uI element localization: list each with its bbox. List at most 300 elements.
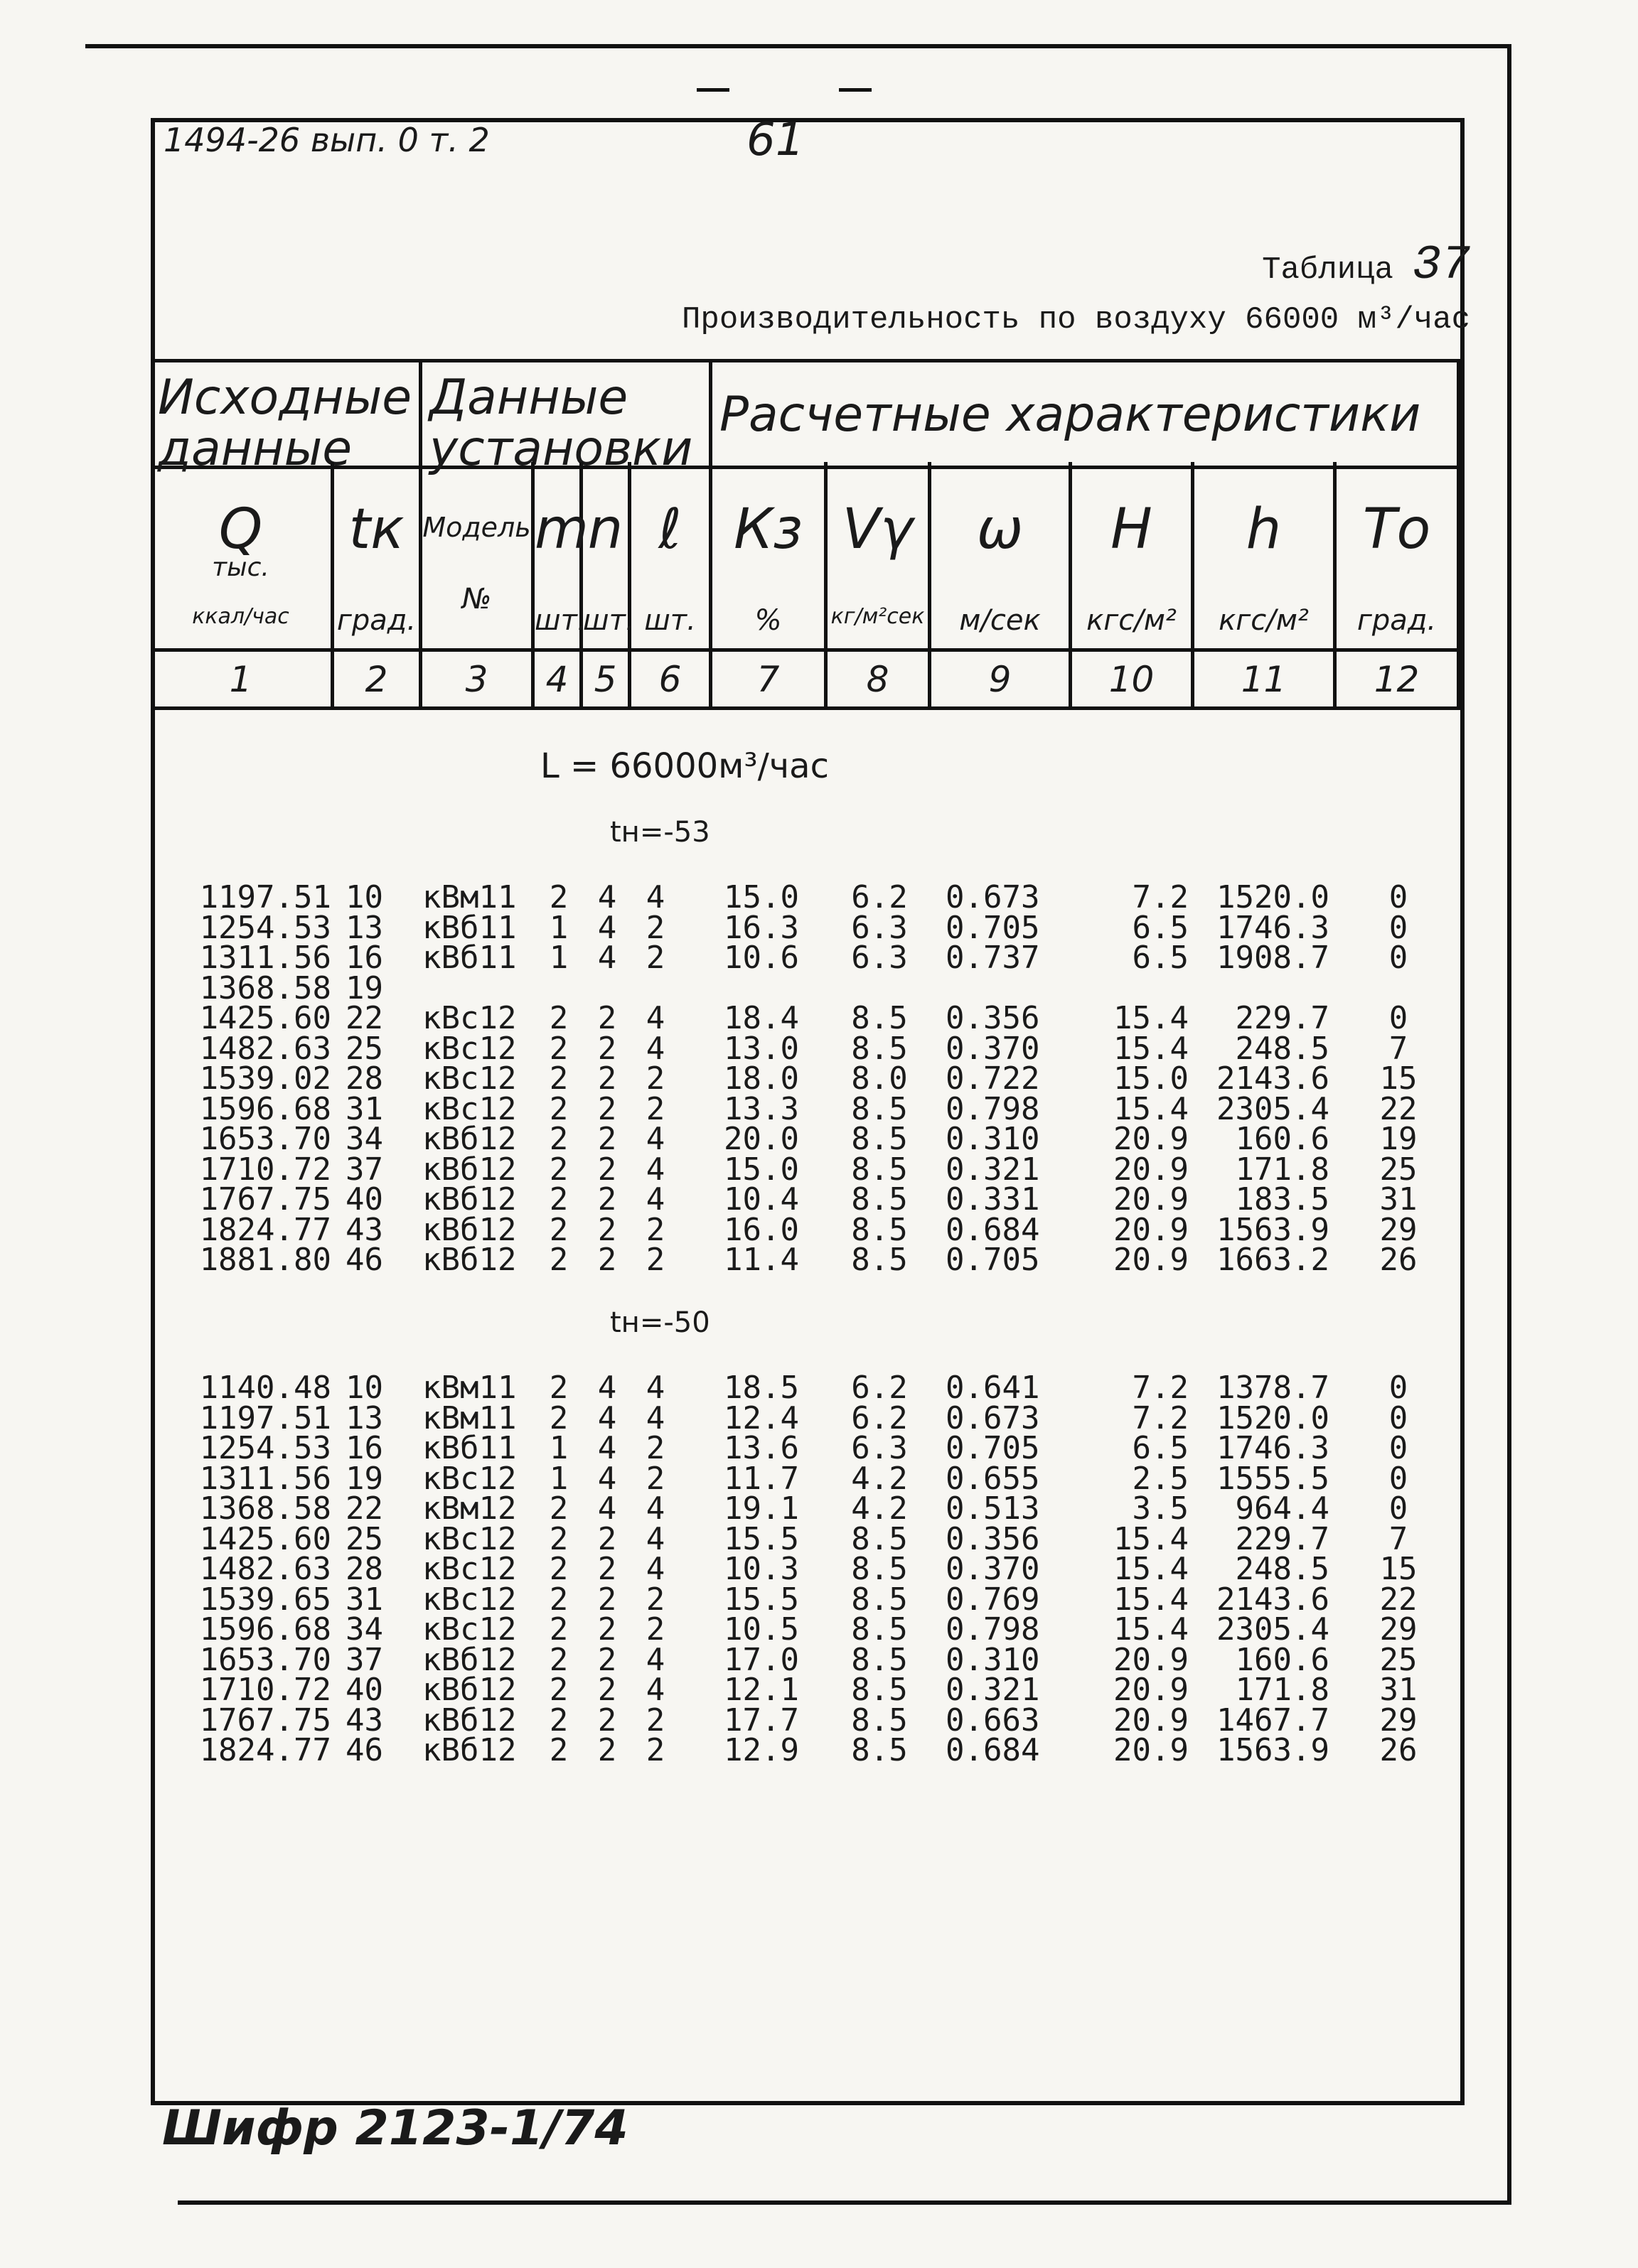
- table-cell: 2143.6: [1216, 1060, 1329, 1097]
- table-cell: 8.5: [851, 1672, 908, 1708]
- dash-mark: [839, 88, 872, 92]
- table-cell: 2: [646, 1430, 665, 1466]
- table-cell: 2: [549, 1181, 569, 1218]
- table-cell: 20.9: [1113, 1672, 1189, 1708]
- table-cell: 18.4: [724, 1000, 799, 1036]
- table-cell: 0.684: [946, 1211, 1040, 1248]
- column-header-5: [583, 462, 635, 710]
- table-cell: 2: [597, 1211, 617, 1248]
- table-row: [151, 1611, 1465, 1648]
- table-cell: 1368.58: [199, 1490, 331, 1527]
- table-row: [151, 1242, 1465, 1278]
- column-symbol: Tо: [1362, 498, 1431, 561]
- table-cell: 2: [597, 1702, 617, 1738]
- column-headers: [151, 462, 1465, 710]
- column-number: 10: [1072, 648, 1191, 707]
- column-unit: град.: [336, 604, 417, 637]
- table-cell: 15.0: [724, 879, 799, 915]
- table-cell: 6.3: [851, 1430, 908, 1466]
- table-cell: 1254.53: [199, 909, 331, 946]
- column-symbol: Кз: [734, 498, 803, 561]
- table-cell: 13.6: [724, 1430, 799, 1466]
- table-cell: 0: [1388, 879, 1408, 915]
- table-cell: 16: [346, 1430, 383, 1466]
- table-cell: 20.9: [1113, 1121, 1189, 1157]
- table-row: [151, 1430, 1465, 1466]
- table-cell: 6.3: [851, 940, 908, 976]
- table-cell: 0: [1388, 1399, 1408, 1436]
- table-cell: кВб11: [422, 1430, 517, 1466]
- table-cell: кВс12: [422, 1581, 517, 1618]
- table-cell: 2305.4: [1216, 1611, 1329, 1648]
- table-cell: 13.0: [724, 1030, 799, 1067]
- column-symbol: tк: [348, 498, 405, 561]
- table-cell: 7.2: [1132, 879, 1189, 915]
- table-cell: 19.1: [724, 1490, 799, 1527]
- section-label-50: tн=-50: [610, 1306, 710, 1339]
- bottom-border-line: [178, 2200, 1511, 2205]
- column-header-2: [334, 462, 422, 710]
- table-cell: 1653.70: [199, 1641, 331, 1678]
- table-cell: 2: [549, 879, 569, 915]
- table-cell: 16.0: [724, 1211, 799, 1248]
- table-cell: 15.4: [1113, 1551, 1189, 1587]
- table-row: [151, 1641, 1465, 1678]
- table-cell: 1555.5: [1216, 1460, 1329, 1497]
- table-cell: 0: [1388, 909, 1408, 946]
- table-cell: 7.2: [1132, 1370, 1189, 1406]
- table-row: [151, 1490, 1465, 1527]
- table-cell: кВб11: [422, 940, 517, 976]
- table-cell: 2: [646, 1460, 665, 1497]
- table-cell: 1520.0: [1216, 879, 1329, 915]
- table-cell: 1710.72: [199, 1672, 331, 1708]
- table-cell: 1767.75: [199, 1181, 331, 1218]
- table-row: [151, 1520, 1465, 1557]
- table-cell: кВс12: [422, 1030, 517, 1067]
- table-row: [151, 1732, 1465, 1768]
- table-cell: 37: [346, 1641, 383, 1678]
- column-unit: шт.: [535, 604, 587, 637]
- column-unit: шт.: [644, 604, 696, 637]
- table-cell: 15.4: [1113, 1030, 1189, 1067]
- column-unit: м/сек: [959, 604, 1041, 637]
- table-cell: 20.9: [1113, 1151, 1189, 1188]
- table-cell: 2: [646, 940, 665, 976]
- table-cell: 22: [346, 1490, 383, 1527]
- table-cell: 4: [646, 1672, 665, 1708]
- table-cell: 2: [549, 1242, 569, 1278]
- table-row: [151, 1702, 1465, 1738]
- table-cell: 43: [346, 1702, 383, 1738]
- table-cell: 4: [597, 940, 617, 976]
- table-cell: 0: [1388, 1430, 1408, 1466]
- table-cell: 31: [346, 1581, 383, 1618]
- table-row: [151, 1672, 1465, 1708]
- table-cell: 4: [646, 1399, 665, 1436]
- table-row: [151, 940, 1465, 976]
- table-label: Таблица: [1262, 252, 1393, 288]
- column-subtitle: тыс.: [212, 553, 269, 582]
- table-caption: Производительность по воздуху 66000 м³/час: [682, 302, 1470, 338]
- column-number: 8: [828, 648, 928, 707]
- table-cell: 12.9: [724, 1732, 799, 1768]
- column-header-7: [712, 462, 828, 710]
- table-cell: 160.6: [1235, 1641, 1329, 1678]
- table-cell: 4: [646, 1641, 665, 1678]
- table-row: [151, 1121, 1465, 1157]
- column-symbol: m: [535, 498, 589, 561]
- column-unit: кг/м²сек: [830, 604, 925, 629]
- column-unit: ккал/час: [192, 604, 289, 629]
- table-cell: 6.2: [851, 1399, 908, 1436]
- column-unit: шт.: [583, 604, 635, 637]
- table-cell: 2: [646, 1581, 665, 1618]
- table-cell: 0.705: [946, 1242, 1040, 1278]
- table-cell: 29: [1379, 1611, 1418, 1648]
- table-cell: 0.673: [946, 879, 1040, 915]
- column-symbol: H: [1110, 498, 1152, 561]
- table-cell: 2: [597, 1732, 617, 1768]
- table-cell: 15.4: [1113, 1581, 1189, 1618]
- table-cell: 31: [1379, 1672, 1418, 1708]
- table-cell: 0.356: [946, 1520, 1040, 1557]
- table-cell: 1378.7: [1216, 1370, 1329, 1406]
- table-cell: 2: [597, 1611, 617, 1648]
- footer-code: Шифр 2123-1/74: [162, 2100, 628, 2156]
- column-number: 9: [931, 648, 1069, 707]
- table-cell: 2: [549, 1520, 569, 1557]
- table-row: [151, 1211, 1465, 1248]
- table-cell: 17.0: [724, 1641, 799, 1678]
- table-cell: 22: [1379, 1090, 1418, 1127]
- table-cell: 13: [346, 1399, 383, 1436]
- column-symbol: h: [1246, 498, 1282, 561]
- table-cell: 1746.3: [1216, 1430, 1329, 1466]
- table-cell: 6.5: [1132, 909, 1189, 946]
- table-cell: 2: [646, 909, 665, 946]
- table-cell: 1197.51: [199, 879, 331, 915]
- table-cell: 15: [1379, 1551, 1418, 1587]
- table-cell: 0.321: [946, 1672, 1040, 1708]
- table-cell: 2: [549, 1090, 569, 1127]
- table-row: [151, 1181, 1465, 1218]
- table-cell: 19: [346, 969, 383, 1006]
- table-cell: кВб12: [422, 1211, 517, 1248]
- table-cell: 2: [549, 1672, 569, 1708]
- table-cell: 4: [646, 1000, 665, 1036]
- table-cell: 4: [597, 1430, 617, 1466]
- table-cell: кВб12: [422, 1181, 517, 1218]
- table-cell: 229.7: [1235, 1520, 1329, 1557]
- table-cell: 17.7: [724, 1702, 799, 1738]
- table-cell: 4: [597, 909, 617, 946]
- table-cell: 0.641: [946, 1370, 1040, 1406]
- table-cell: 1653.70: [199, 1121, 331, 1157]
- table-cell: 8.5: [851, 1732, 908, 1768]
- table-cell: 20.9: [1113, 1211, 1189, 1248]
- table-cell: 4: [646, 1181, 665, 1218]
- table-cell: 1: [549, 940, 569, 976]
- dash-mark: [697, 88, 729, 92]
- column-symbol: Модель: [422, 512, 531, 543]
- table-cell: 4: [646, 879, 665, 915]
- table-cell: кВс12: [422, 1060, 517, 1097]
- table-cell: 3.5: [1132, 1490, 1189, 1527]
- table-row: [151, 879, 1465, 915]
- table-cell: 1767.75: [199, 1702, 331, 1738]
- table-cell: 2: [597, 1121, 617, 1157]
- table-cell: 46: [346, 1242, 383, 1278]
- table-cell: 8.5: [851, 1520, 908, 1557]
- table-cell: 6.2: [851, 879, 908, 915]
- table-cell: кВб12: [422, 1641, 517, 1678]
- table-cell: 8.5: [851, 1611, 908, 1648]
- table-cell: 0.370: [946, 1551, 1040, 1587]
- table-cell: 11.4: [724, 1242, 799, 1278]
- table-cell: 0.513: [946, 1490, 1040, 1527]
- table-cell: 4.2: [851, 1460, 908, 1497]
- table-cell: 20.9: [1113, 1641, 1189, 1678]
- table-cell: 8.5: [851, 1000, 908, 1036]
- table-cell: 0: [1388, 1000, 1408, 1036]
- table-cell: 2: [549, 1060, 569, 1097]
- table-cell: 10.6: [724, 940, 799, 976]
- table-cell: 2: [549, 1370, 569, 1406]
- page-number: 61: [746, 114, 805, 166]
- table-cell: 8.5: [851, 1090, 908, 1127]
- column-unit: град.: [1356, 604, 1437, 637]
- table-cell: кВс12: [422, 1551, 517, 1587]
- table-cell: 15.4: [1113, 1000, 1189, 1036]
- column-unit: кгс/м²: [1219, 604, 1309, 637]
- table-cell: 2: [646, 1702, 665, 1738]
- table-cell: 0: [1388, 940, 1408, 976]
- table-cell: 1: [549, 1430, 569, 1466]
- table-row: [151, 1030, 1465, 1067]
- table-cell: 2: [549, 1641, 569, 1678]
- table-cell: 1710.72: [199, 1151, 331, 1188]
- table-cell: 171.8: [1235, 1151, 1329, 1188]
- table-cell: 6.2: [851, 1370, 908, 1406]
- table-row: [151, 1370, 1465, 1406]
- group-install: Данные установки: [422, 362, 712, 469]
- table-cell: 19: [1379, 1121, 1418, 1157]
- table-cell: 20.9: [1113, 1702, 1189, 1738]
- column-unit: %: [754, 604, 782, 637]
- table-cell: 12.1: [724, 1672, 799, 1708]
- table-cell: 15.0: [724, 1151, 799, 1188]
- table-cell: 1824.77: [199, 1732, 331, 1768]
- table-cell: 15.4: [1113, 1520, 1189, 1557]
- column-number: 7: [712, 648, 824, 707]
- table-cell: 40: [346, 1181, 383, 1218]
- table-cell: 1539.65: [199, 1581, 331, 1618]
- table-title: [1262, 238, 1470, 293]
- table-cell: 4: [646, 1520, 665, 1557]
- table-cell: кВб12: [422, 1242, 517, 1278]
- table-cell: кВс12: [422, 1460, 517, 1497]
- table-cell: 12.4: [724, 1399, 799, 1436]
- table-cell: кВб12: [422, 1151, 517, 1188]
- table-cell: кВс12: [422, 1000, 517, 1036]
- table-cell: 1746.3: [1216, 909, 1329, 946]
- table-cell: 10.3: [724, 1551, 799, 1587]
- table-cell: 13: [346, 909, 383, 946]
- table-cell: 8.5: [851, 1581, 908, 1618]
- table-cell: 1908.7: [1216, 940, 1329, 976]
- table-cell: 28: [346, 1060, 383, 1097]
- table-row: [151, 1581, 1465, 1618]
- table-cell: 20.9: [1113, 1242, 1189, 1278]
- table-cell: 1425.60: [199, 1520, 331, 1557]
- table-cell: 1425.60: [199, 1000, 331, 1036]
- table-cell: 20.9: [1113, 1732, 1189, 1768]
- table-cell: кВб12: [422, 1121, 517, 1157]
- table-cell: 0.798: [946, 1090, 1040, 1127]
- table-cell: 1467.7: [1216, 1702, 1329, 1738]
- table-cell: 34: [346, 1611, 383, 1648]
- column-unit: кгс/м²: [1086, 604, 1177, 637]
- column-header-12: [1337, 462, 1460, 710]
- right-border-line: [1507, 44, 1511, 2205]
- table-cell: 2143.6: [1216, 1581, 1329, 1618]
- table-row: [151, 1060, 1465, 1097]
- column-header-6: [631, 462, 712, 710]
- table-cell: 0.310: [946, 1121, 1040, 1157]
- table-cell: 229.7: [1235, 1000, 1329, 1036]
- column-header-8: [828, 462, 931, 710]
- table-cell: 0.370: [946, 1030, 1040, 1067]
- column-number: 5: [583, 648, 628, 707]
- table-cell: 29: [1379, 1211, 1418, 1248]
- table-cell: 2: [597, 1060, 617, 1097]
- table-cell: 4: [646, 1370, 665, 1406]
- table-cell: 1881.80: [199, 1242, 331, 1278]
- table-cell: 15: [1379, 1060, 1418, 1097]
- table-cell: 1563.9: [1216, 1211, 1329, 1248]
- table-cell: 29: [1379, 1702, 1418, 1738]
- table-cell: 16: [346, 940, 383, 976]
- table-cell: 31: [1379, 1181, 1418, 1218]
- table-cell: 8.5: [851, 1030, 908, 1067]
- table-cell: 6.5: [1132, 940, 1189, 976]
- table-cell: 1824.77: [199, 1211, 331, 1248]
- table-cell: 4.2: [851, 1490, 908, 1527]
- table-cell: 1: [549, 909, 569, 946]
- table-cell: 1311.56: [199, 1460, 331, 1497]
- table-cell: 0.310: [946, 1641, 1040, 1678]
- table-cell: 25: [346, 1030, 383, 1067]
- table-cell: кВм11: [422, 1370, 517, 1406]
- table-cell: 1368.58: [199, 969, 331, 1006]
- table-cell: 2: [597, 1242, 617, 1278]
- table-cell: 160.6: [1235, 1121, 1329, 1157]
- table-cell: 1520.0: [1216, 1399, 1329, 1436]
- table-cell: 4: [597, 1370, 617, 1406]
- table-cell: 46: [346, 1732, 383, 1768]
- table-cell: 28: [346, 1551, 383, 1587]
- table-cell: 8.5: [851, 1242, 908, 1278]
- table-cell: 1563.9: [1216, 1732, 1329, 1768]
- table-cell: кВб11: [422, 909, 517, 946]
- table-cell: 0: [1388, 1460, 1408, 1497]
- table-cell: 0.798: [946, 1611, 1040, 1648]
- table-cell: кВм12: [422, 1490, 517, 1527]
- table-cell: 18.5: [724, 1370, 799, 1406]
- table-cell: 22: [1379, 1581, 1418, 1618]
- table-cell: 2: [597, 1000, 617, 1036]
- table-cell: 18.0: [724, 1060, 799, 1097]
- table-cell: 0: [1388, 1370, 1408, 1406]
- table-cell: 19: [346, 1460, 383, 1497]
- table-cell: 2: [646, 1060, 665, 1097]
- table-cell: кВс12: [422, 1520, 517, 1557]
- table-cell: 0.705: [946, 1430, 1040, 1466]
- table-cell: 1254.53: [199, 1430, 331, 1466]
- table-cell: 1482.63: [199, 1551, 331, 1587]
- table-cell: 4: [597, 1399, 617, 1436]
- table-cell: 25: [1379, 1151, 1418, 1188]
- column-header-11: [1194, 462, 1337, 710]
- table-cell: 4: [646, 1121, 665, 1157]
- table-cell: 4: [597, 879, 617, 915]
- table-cell: 2: [597, 1030, 617, 1067]
- table-cell: 2: [549, 1399, 569, 1436]
- table-cell: 4: [646, 1030, 665, 1067]
- column-header-10: [1072, 462, 1194, 710]
- table-cell: 37: [346, 1151, 383, 1188]
- table-cell: 2: [646, 1611, 665, 1648]
- table-cell: 0.321: [946, 1151, 1040, 1188]
- table-cell: 2: [549, 1551, 569, 1587]
- group-calc: Расчетные характеристики: [712, 362, 1460, 469]
- table-cell: 0.356: [946, 1000, 1040, 1036]
- column-symbol: Vγ: [842, 498, 914, 561]
- table-row: [151, 1090, 1465, 1127]
- table-cell: 0.705: [946, 909, 1040, 946]
- table-cell: 183.5: [1235, 1181, 1329, 1218]
- table-cell: 1596.68: [199, 1611, 331, 1648]
- table-cell: 8.5: [851, 1551, 908, 1587]
- table-cell: 1140.48: [199, 1370, 331, 1406]
- table-cell: 1: [549, 1460, 569, 1497]
- table-cell: 8.5: [851, 1641, 908, 1678]
- column-number: 1: [151, 648, 331, 707]
- table-cell: 2: [646, 1211, 665, 1248]
- column-number: 6: [631, 648, 709, 707]
- table-cell: 2: [549, 1121, 569, 1157]
- table-cell: 4: [646, 1551, 665, 1587]
- table-cell: 2: [646, 1242, 665, 1278]
- table-row: [151, 1000, 1465, 1036]
- table-cell: 0.663: [946, 1702, 1040, 1738]
- table-cell: 15.4: [1113, 1090, 1189, 1127]
- table-cell: 8.5: [851, 1121, 908, 1157]
- table-cell: 8.5: [851, 1211, 908, 1248]
- column-symbol: ℓ: [658, 498, 682, 561]
- table-cell: 2: [549, 1000, 569, 1036]
- table-cell: 964.4: [1235, 1490, 1329, 1527]
- table-cell: 13.3: [724, 1090, 799, 1127]
- table-cell: 0.655: [946, 1460, 1040, 1497]
- table-cell: 1311.56: [199, 940, 331, 976]
- flow-formula: L = 66000м³/час: [540, 746, 829, 786]
- table-cell: 25: [1379, 1641, 1418, 1678]
- table-cell: 1482.63: [199, 1030, 331, 1067]
- table-cell: 2: [549, 1611, 569, 1648]
- table-cell: 15.0: [1113, 1060, 1189, 1097]
